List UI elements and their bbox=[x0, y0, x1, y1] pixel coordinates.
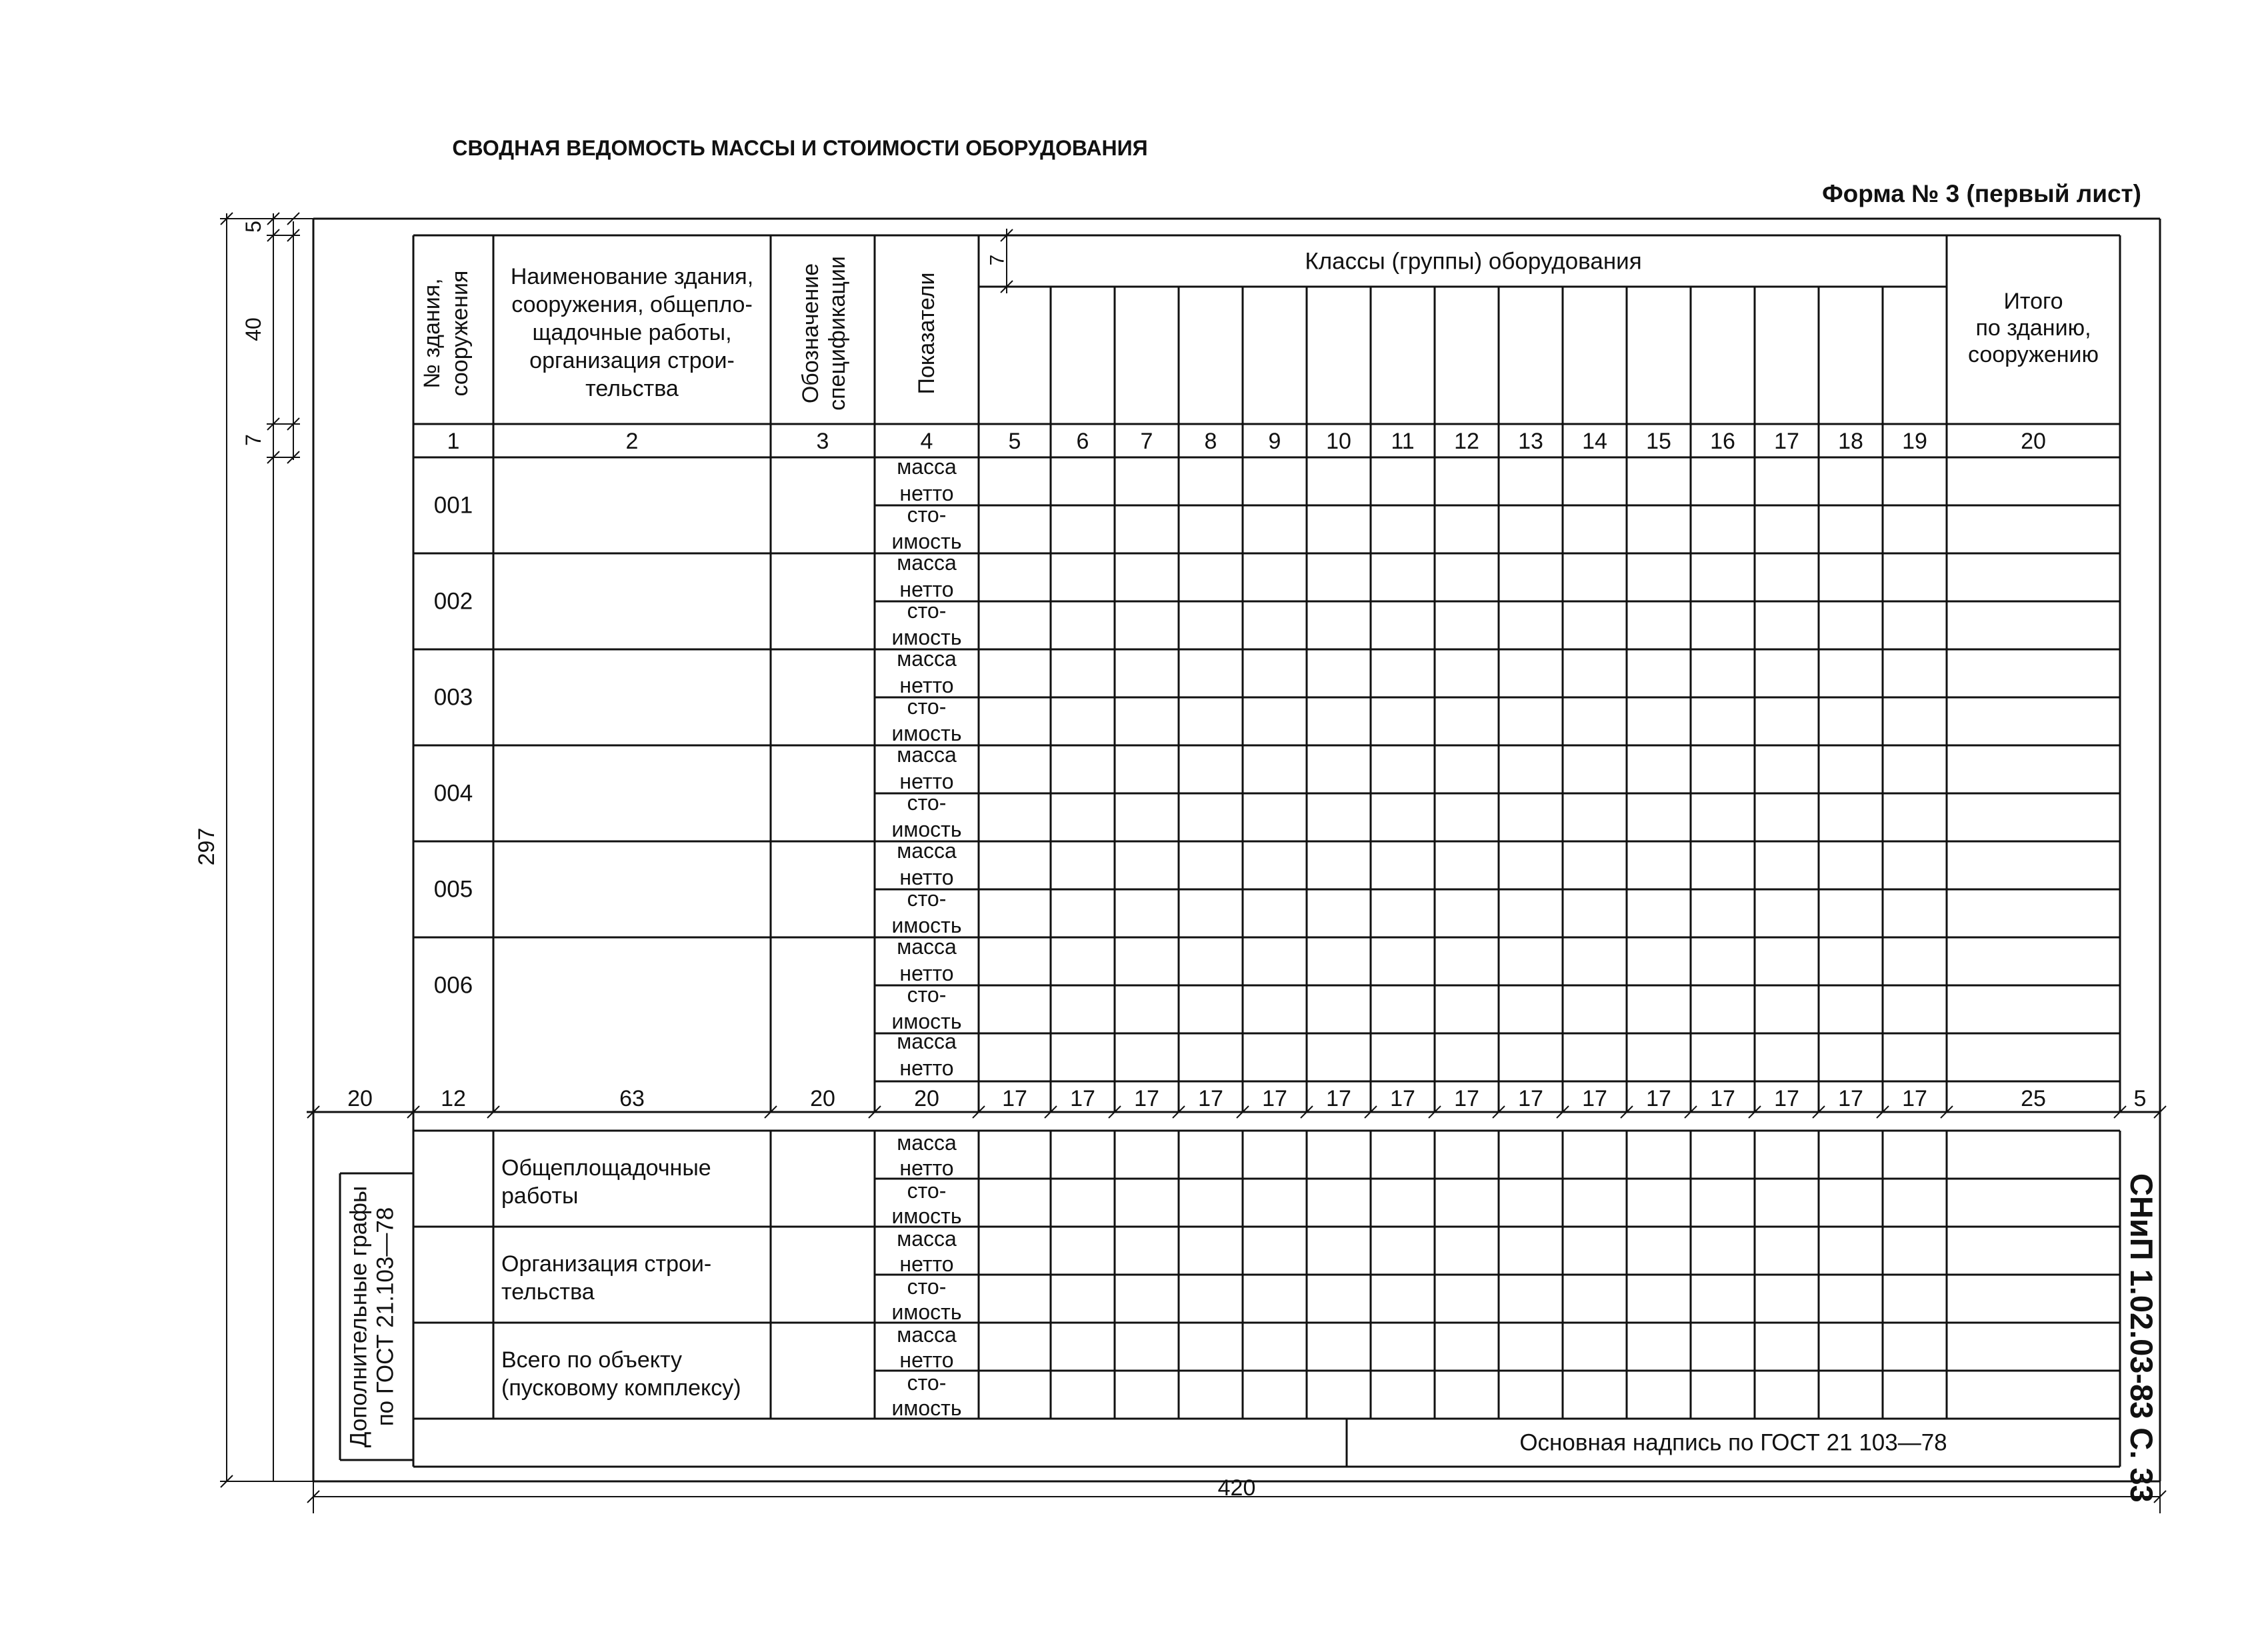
dimension-height: 297 bbox=[194, 827, 219, 866]
indicator-cost: имость bbox=[891, 1204, 962, 1228]
summary-row-label: тельства bbox=[501, 1279, 595, 1305]
building-row-number: 005 bbox=[433, 876, 473, 903]
indicator-mass: нетто bbox=[899, 1056, 954, 1080]
column-width-dimension: 17 bbox=[1774, 1086, 1799, 1111]
indicator-mass: нетто bbox=[899, 577, 954, 601]
column-width-dimension: 25 bbox=[2021, 1086, 2046, 1111]
building-row-number: 002 bbox=[433, 588, 473, 615]
column-number: 8 bbox=[1204, 429, 1217, 454]
header-indicators: Показатели bbox=[914, 272, 939, 395]
summary-row-label: работы bbox=[501, 1183, 579, 1209]
dimension-class-title: 7 bbox=[986, 254, 1009, 266]
indicator-mass: масса bbox=[897, 1131, 957, 1155]
header-building-no: № здания, bbox=[419, 278, 445, 389]
header-name: Наименование здания, bbox=[510, 264, 754, 289]
column-width-dimension: 63 bbox=[619, 1086, 645, 1111]
column-number: 5 bbox=[1008, 429, 1021, 454]
building-row-number: 006 bbox=[433, 972, 473, 999]
indicator-cost: имость bbox=[891, 1009, 962, 1033]
building-row-number: 004 bbox=[433, 780, 473, 807]
indicator-cost: сто- bbox=[907, 599, 947, 623]
indicator-cost: имость bbox=[891, 1300, 962, 1324]
header-name: тельства bbox=[585, 376, 679, 401]
indicator-mass: нетто bbox=[899, 1348, 954, 1372]
header-name: организация строи- bbox=[529, 348, 735, 373]
indicator-mass: масса bbox=[897, 743, 957, 767]
standard-code: СНиП 1.02.03-83 С. 33 bbox=[2124, 1173, 2159, 1503]
form-content bbox=[194, 221, 2146, 1501]
header-spec: спецификации bbox=[825, 256, 850, 411]
column-number: 19 bbox=[1902, 429, 1927, 454]
document-title: СВОДНАЯ ВЕДОМОСТЬ МАССЫ И СТОИМОСТИ ОБОРУДОВАНИЯ bbox=[452, 136, 1148, 160]
column-number: 7 bbox=[1140, 429, 1153, 454]
dimension-width: 420 bbox=[1217, 1475, 1256, 1501]
dimension-top-margin: 5 bbox=[241, 221, 265, 233]
header-building-no: сооружения bbox=[447, 270, 473, 397]
indicator-cost: сто- bbox=[907, 791, 947, 815]
column-width-dimension: 20 bbox=[347, 1086, 373, 1111]
column-number: 4 bbox=[920, 429, 933, 454]
indicator-mass: масса bbox=[897, 839, 957, 863]
column-number: 9 bbox=[1268, 429, 1281, 454]
column-width-dimension: 17 bbox=[1198, 1086, 1223, 1111]
dimension-header-height: 40 bbox=[241, 317, 265, 341]
column-number: 16 bbox=[1710, 429, 1735, 454]
column-number: 2 bbox=[625, 429, 639, 454]
column-width-dimension: 17 bbox=[1326, 1086, 1351, 1111]
column-number: 18 bbox=[1838, 429, 1863, 454]
header-total: по зданию, bbox=[1975, 315, 2091, 341]
column-width-dimension: 17 bbox=[1710, 1086, 1735, 1111]
additional-columns-label: Дополнительные графы bbox=[345, 1185, 372, 1448]
column-width-dimension: 17 bbox=[1582, 1086, 1607, 1111]
column-number: 20 bbox=[2021, 429, 2046, 454]
indicator-mass: масса bbox=[897, 455, 957, 479]
column-width-dimension: 17 bbox=[1134, 1086, 1159, 1111]
column-number: 13 bbox=[1518, 429, 1543, 454]
column-width-dimension: 17 bbox=[1262, 1086, 1287, 1111]
indicator-cost: имость bbox=[891, 529, 962, 553]
column-width-dimension: 17 bbox=[1902, 1086, 1927, 1111]
column-number: 15 bbox=[1646, 429, 1671, 454]
indicator-cost: имость bbox=[891, 625, 962, 649]
indicator-mass: нетто bbox=[899, 961, 954, 985]
additional-columns-label: по ГОСТ 21.103—78 bbox=[372, 1207, 399, 1427]
header-equipment-classes: Классы (группы) оборудования bbox=[1305, 248, 1642, 275]
indicator-cost: сто- bbox=[907, 1275, 947, 1299]
indicator-cost: имость bbox=[891, 817, 962, 841]
header-name: щадочные работы, bbox=[532, 320, 732, 345]
column-number: 3 bbox=[816, 429, 829, 454]
header-name: сооружения, общепло- bbox=[511, 292, 753, 317]
indicator-mass: масса bbox=[897, 647, 957, 671]
indicator-cost: сто- bbox=[907, 1179, 947, 1203]
indicator-mass: нетто bbox=[899, 1252, 954, 1276]
indicator-mass: масса bbox=[897, 1227, 957, 1251]
dimension-numbers-row: 7 bbox=[241, 434, 265, 446]
column-width-dimension: 17 bbox=[1454, 1086, 1479, 1111]
header-total: Итого bbox=[2003, 289, 2063, 314]
summary-row-label: Организация строи- bbox=[501, 1251, 712, 1277]
indicator-mass: нетто bbox=[899, 673, 954, 697]
building-row-number: 003 bbox=[433, 684, 473, 711]
indicator-cost: сто- bbox=[907, 1371, 947, 1395]
indicator-cost: имость bbox=[891, 1396, 962, 1420]
form-label: Форма № 3 (первый лист) bbox=[1822, 180, 2141, 207]
building-row-number: 001 bbox=[433, 492, 473, 519]
header-total: сооружению bbox=[1967, 342, 2099, 367]
form-grid bbox=[220, 213, 2166, 1513]
column-number: 6 bbox=[1076, 429, 1089, 454]
column-width-dimension: 20 bbox=[914, 1086, 939, 1111]
indicator-cost: имость bbox=[891, 721, 962, 745]
summary-row-label: Общеплощадочные bbox=[501, 1155, 711, 1181]
indicator-mass: нетто bbox=[899, 481, 954, 505]
column-width-dimension: 12 bbox=[441, 1086, 466, 1111]
indicator-mass: масса bbox=[897, 1323, 957, 1347]
column-width-dimension: 17 bbox=[1070, 1086, 1095, 1111]
indicator-mass: нетто bbox=[899, 1156, 954, 1180]
indicator-mass: масса bbox=[897, 551, 957, 575]
column-width-dimension: 17 bbox=[1002, 1086, 1027, 1111]
column-width-dimension: 17 bbox=[1646, 1086, 1671, 1111]
header-spec: Обозначение bbox=[798, 263, 823, 404]
indicator-mass: масса bbox=[897, 1029, 957, 1053]
column-width-dimension: 17 bbox=[1518, 1086, 1543, 1111]
column-width-dimension: 20 bbox=[810, 1086, 835, 1111]
summary-row-label: (пусковому комплексу) bbox=[501, 1375, 741, 1401]
summary-row-label: Всего по объекту bbox=[501, 1347, 682, 1373]
column-number: 14 bbox=[1582, 429, 1607, 454]
column-number: 10 bbox=[1326, 429, 1351, 454]
indicator-cost: имость bbox=[891, 913, 962, 937]
column-number: 12 bbox=[1454, 429, 1479, 454]
column-width-dimension: 17 bbox=[1838, 1086, 1863, 1111]
indicator-mass: нетто bbox=[899, 865, 954, 889]
column-width-dimension: 5 bbox=[2133, 1086, 2147, 1111]
indicator-mass: нетто bbox=[899, 769, 954, 793]
indicator-cost: сто- bbox=[907, 695, 947, 719]
indicator-cost: сто- bbox=[907, 503, 947, 527]
column-number: 17 bbox=[1774, 429, 1799, 454]
indicator-mass: масса bbox=[897, 935, 957, 959]
indicator-cost: сто- bbox=[907, 983, 947, 1007]
indicator-cost: сто- bbox=[907, 887, 947, 911]
column-number: 1 bbox=[447, 429, 460, 454]
column-number: 11 bbox=[1391, 429, 1415, 454]
title-block-label: Основная надпись по ГОСТ 21 103—78 bbox=[1519, 1429, 1947, 1456]
column-width-dimension: 17 bbox=[1390, 1086, 1415, 1111]
